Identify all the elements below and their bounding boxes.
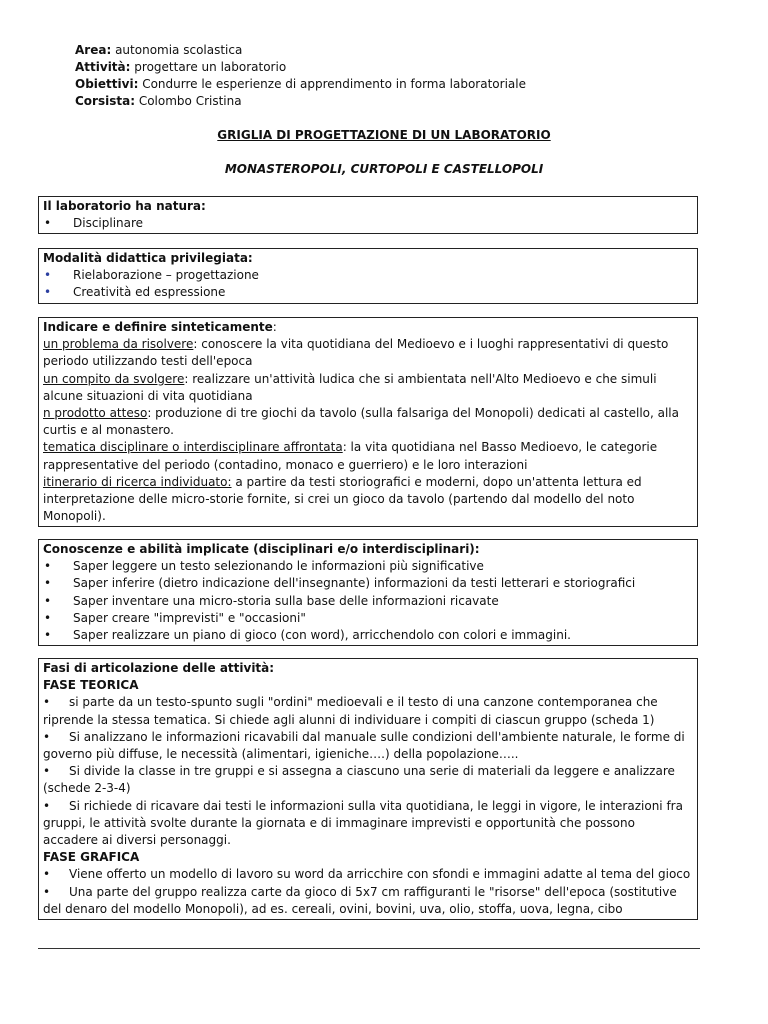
indicare-heading-row: Indicare e definire sinteticamente: <box>43 320 277 334</box>
indicare-box <box>38 317 698 527</box>
header-obiettivi: Obiettivi: Condurre le esperienze di apprendimento in forma laboratoriale <box>75 77 526 91</box>
teorica-item: • Si richiede di ricavare dai testi le informazioni sulla vita quotidiana, le leggi in vigore, le interazioni fra gruppi, le attività svolte durante la giornata e di immaginare imprevisti e opportunità che possono accadere ai diversi personaggi. <box>43 798 683 848</box>
bullet-icon: • <box>44 268 52 283</box>
natura-heading: Il laboratorio ha natura: <box>43 199 206 213</box>
modalita-heading: Modalità didattica privilegiata: <box>43 251 253 265</box>
tematica-row: tematica disciplinare o interdisciplinare affrontata: la vita quotidiana nel Basso Medioevo, le categorie rappresentative del periodo (contadino, monaco e guerriero) e le loro interazioni <box>43 440 658 472</box>
bullet-icon: • <box>44 610 52 625</box>
bullet-icon: • <box>44 628 52 643</box>
list-item: • Saper inventare una micro-storia sulla base delle informazioni ricavate <box>43 593 693 610</box>
fasi-heading: Fasi di articolazione delle attività: <box>43 661 275 675</box>
list-item: • Disciplinare <box>43 215 693 232</box>
conoscenze-heading: Conoscenze e abilità implicate (disciplinari e/o interdisciplinari): <box>43 542 480 556</box>
bullet-icon: • <box>43 695 51 710</box>
problema-row: un problema da risolvere: conoscere la vita quotidiana del Medioevo e i luoghi rappresentativi di questo periodo utilizzando testi dell'epoca <box>43 337 669 369</box>
natura-box <box>38 196 698 234</box>
conoscenze-list <box>43 558 693 644</box>
document-subtitle: MONASTEROPOLI, CURTOPOLI E CASTELLOPOLI <box>224 162 544 176</box>
list-item: • Saper inferire (dietro indicazione dell'insegnante) informazioni da testi letterari e storiografici <box>43 575 693 592</box>
fasi-box <box>38 658 698 920</box>
document-header <box>75 42 526 110</box>
compito-row: un compito da svolgere: realizzare un'attività ludica che si ambientata nell'Alto Medioevo e che simuli alcune situazioni di vita quotidiana <box>43 371 657 403</box>
bullet-icon: • <box>43 884 51 899</box>
list-item: • Creatività ed espressione <box>43 284 693 301</box>
header-corsista: Corsista: Colombo Cristina <box>75 94 242 108</box>
bullet-icon: • <box>44 285 52 300</box>
teorica-item: • si parte da un testo-spunto sugli "ordini" medioevali e il testo di una canzone contemporanea che riprende la stessa tematica. Si chiede agli alunni di individuare i compiti di ciascun gruppo (scheda 1) <box>43 695 658 727</box>
footer-divider <box>38 948 700 949</box>
grafica-item: • Viene offerto un modello di lavoro su word da arricchire con sfondi e immagini adatte al tema del gioco <box>43 866 693 883</box>
list-item: • Saper realizzare un piano di gioco (con word), arricchendolo con colori e immagini. <box>43 627 693 644</box>
bullet-icon: • <box>43 764 51 779</box>
list-item: • Rielaborazione – progettazione <box>43 267 693 284</box>
indicare-heading: Indicare e definire sinteticamente <box>43 320 273 334</box>
bullet-icon: • <box>44 216 52 231</box>
bullet-icon: • <box>44 593 52 608</box>
bullet-icon: • <box>43 798 51 813</box>
teorica-item: • Si divide la classe in tre gruppi e si assegna a ciascuno una serie di materiali da leggere e analizzare (schede 2-3-4) <box>43 764 675 796</box>
bullet-icon: • <box>44 576 52 591</box>
modalita-box <box>38 248 698 304</box>
grafica-item: • Una parte del gruppo realizza carte da gioco di 5x7 cm raffiguranti le "risorse" dell'epoca (sostitutive del denaro del modello Monopoli), ad es. cereali, ovini, bovini, uva, olio, stoffa, uova, legna, cibo <box>43 884 677 916</box>
conoscenze-box <box>38 539 698 646</box>
bullet-icon: • <box>43 729 51 744</box>
header-area: Area: autonomia scolastica <box>75 43 243 57</box>
teorica-item: • Si analizzano le informazioni ricavabili dal manuale sulle condizioni dell'ambiente naturale, le forme di governo più diffuse, le necessità (alimentari, igieniche….) della popolazione….. <box>43 729 685 762</box>
list-item: • Saper leggere un testo selezionando le informazioni più significative <box>43 558 693 575</box>
header-attivita: Attività: progettare un laboratorio <box>75 60 287 74</box>
fase-teorica-heading: FASE TEORICA <box>43 678 139 693</box>
modalita-list <box>43 267 693 301</box>
itinerario-row: itinerario di ricerca individuato: a partire da testi storiografici e moderni, dopo un'attenta lettura ed interpretazione delle micro-storie fornite, si crei un gioco da tavolo (partendo dal modello del noto Monopoli). <box>43 474 642 524</box>
fase-grafica-heading: FASE GRAFICA <box>43 850 140 865</box>
list-item: • Saper creare "imprevisti" e "occasioni" <box>43 610 693 627</box>
prodotto-row: n prodotto atteso: produzione di tre giochi da tavolo (sulla falsariga del Monopoli) dedicati al castello, alla curtis e al monastero. <box>43 406 679 438</box>
bullet-icon: • <box>43 867 51 882</box>
document-title: GRIGLIA DI PROGETTAZIONE DI UN LABORATORIO <box>217 128 551 142</box>
natura-list <box>43 215 693 232</box>
bullet-icon: • <box>44 559 52 574</box>
